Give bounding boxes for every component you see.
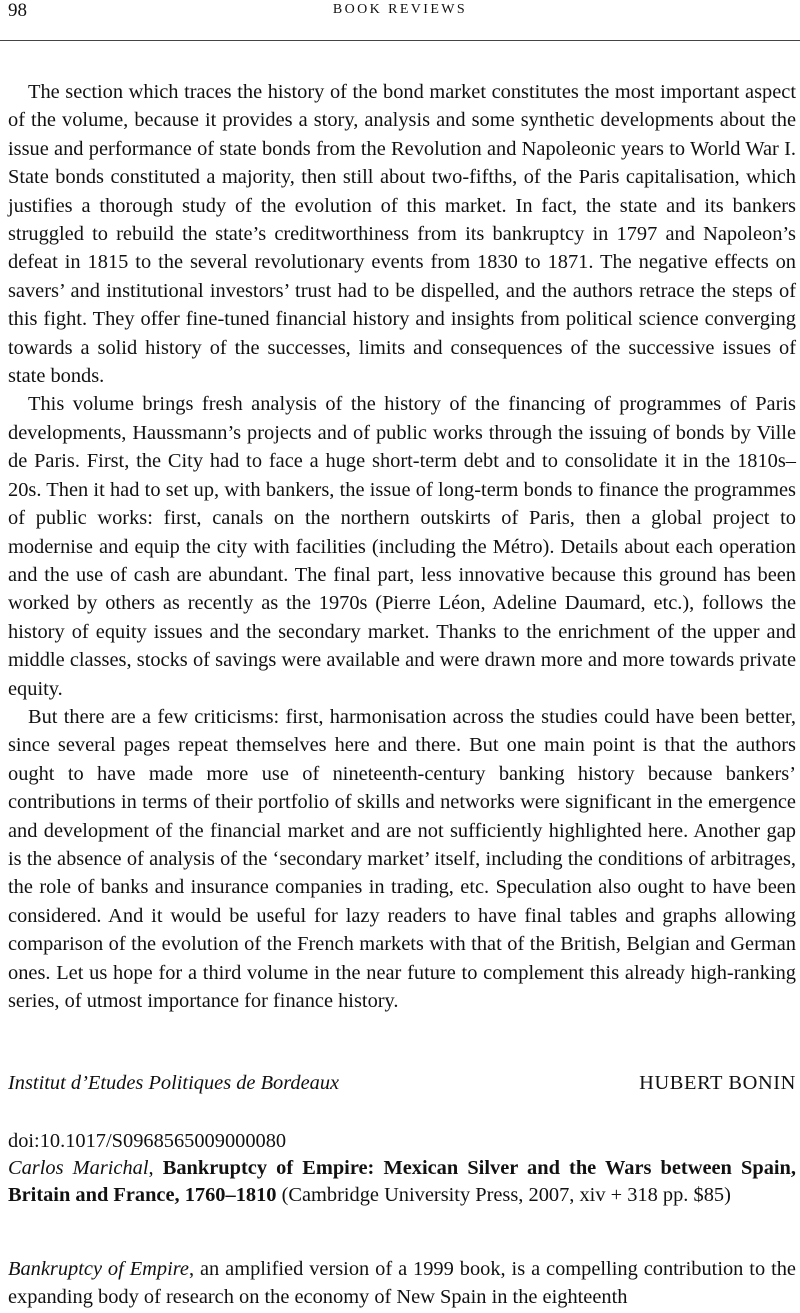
doi-link[interactable]: doi:10.1017/S0968565009000080 (8, 1130, 287, 1152)
review-body (8, 78, 796, 1015)
page-number: 98 (8, 0, 27, 21)
review-paragraph-2: This volume brings fresh analysis of the history of the financing of programmes of Paris developments, Haussmann’s projects and of public works through the issuing of bonds by Ville de Paris. First, the City had to face a huge short-term debt and to consolidate it in the 1810s–20s. Then it had to set up, with bankers, the issue of long-term bonds to finance the programmes of public works: first, canals on the northern outskirts of Paris, then a global project to modernise and equip the city with facilities (including the Métro). Details about each operation and the use of cash are abundant. The final part, less innovative because this ground has been worked by others as recently as the 1970s (Pierre Léon, Adeline Daumard, etc.), follows the history of equity issues and the secondary market. Thanks to the enrichment of the upper and middle classes, stocks of savings were available and were drawn more and more towards private equity. (8, 393, 796, 700)
book-title: Bankruptcy of Empire: Mexican Silver and the Wars between Spain, Britain and France, 1760–1810 (8, 1157, 796, 1206)
book-citation (8, 1155, 796, 1209)
reviewer-institution: Institut d’Etudes Politiques de Bordeaux (8, 1072, 340, 1094)
book-author: Carlos Marichal (8, 1157, 149, 1179)
intro-text: , an amplified version of a 1999 book, is a compelling contribution to the expanding body of research on the economy of New Spain in the eighteenth (8, 1258, 796, 1309)
next-review-intro (8, 1255, 796, 1312)
intro-book-title: Bankruptcy of Empire (8, 1258, 189, 1280)
review-paragraph-3: But there are a few criticisms: first, harmonisation across the studies could have been better, since several pages repeat themselves here and there. But one main point is that the authors ought to have made more use of nineteenth-century banking history because bankers’ contributions in terms of their portfolio of skills and networks were significant in the emergence and development of the financial market and are not sufficiently highlighted here. Another gap is the absence of analysis of the ‘secondary market’ itself, including the conditions of arbitrages, the role of banks and insurance companies in trading, etc. Speculation also ought to have been considered. And it would be useful for lazy readers to have final tables and graphs allowing comparison of the evolution of the French markets with that of the British, Belgian and German ones. Let us hope for a third volume in the near future to complement this already high-ranking series, of utmost importance for finance history. (8, 705, 796, 1012)
reviewer-name: HUBERT BONIN (639, 1072, 796, 1094)
book-publication: (Cambridge University Press, 2007, xiv + 318 pp. $85) (276, 1184, 731, 1206)
review-paragraph-1: The section which traces the history of the bond market constitutes the most important aspect of the volume, because it provides a story, analysis and some synthetic developments about the issue and performance of state bonds from the Revolution and Napoleonic years to World War I. State bonds constituted a majority, then still about two-fifths, of the Paris capitalisation, which justifies a thorough study of the evolution of this market. In fact, the state and its bankers struggled to rebuild the state’s creditworthiness from its bankruptcy in 1797 and Napoleon’s defeat in 1815 to the several revolutionary events from 1830 to 1871. The negative effects on savers’ and institutional investors’ trust had to be dispelled, and the authors retrace the steps of this fight. They offer fine-tuned financial history and insights from political science converging towards a solid history of the successes, limits and consequences of the successive issues of state bonds. (8, 81, 796, 388)
reviewer-signature (8, 1069, 796, 1099)
header-rule (0, 40, 800, 41)
running-head: BOOK REVIEWS (332, 2, 468, 17)
citation-separator: , (148, 1157, 163, 1179)
page-header (0, 0, 800, 42)
